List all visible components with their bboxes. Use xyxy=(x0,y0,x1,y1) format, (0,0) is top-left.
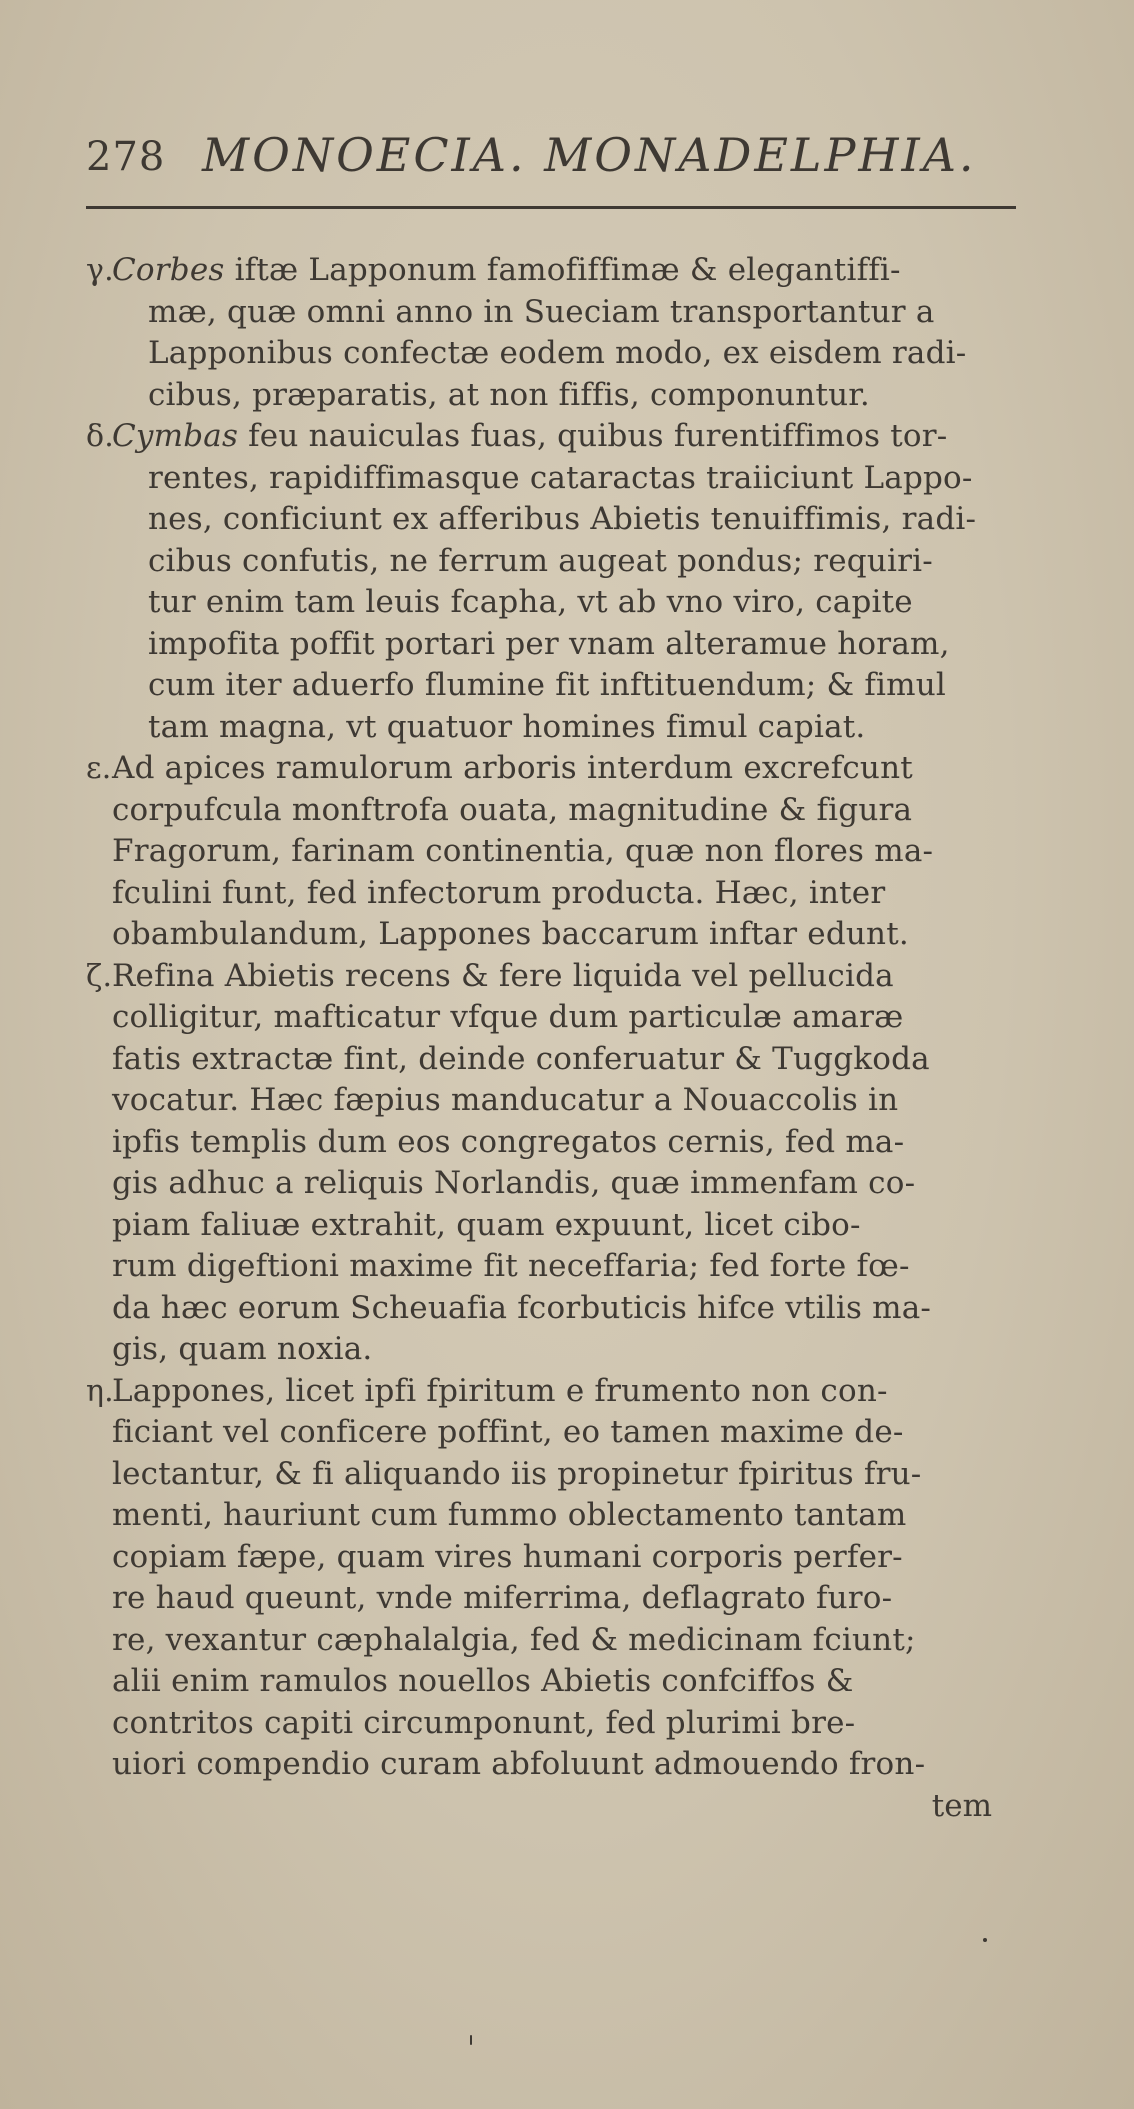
text-line: Fragorum, farinam continentia, quæ non flores ma- xyxy=(112,833,934,869)
text-line: fatis extractæ fint, deinde conferuatur & Tuggkoda xyxy=(112,1040,930,1077)
catchword: tem xyxy=(931,1787,992,1824)
text-line: cibus confutis, ne ferrum augeat pondus; requiri- xyxy=(148,542,933,579)
header-rule xyxy=(86,206,1016,209)
page-header xyxy=(86,128,1046,188)
entry-epsilon xyxy=(86,748,1062,956)
text-line: Refina Abietis recens & fere liquida vel pellucida xyxy=(112,957,894,994)
text-line: cibus, præparatis, at non fiffis, componuntur. xyxy=(148,376,870,413)
text-line: menti, hauriunt cum fummo oblectamento tantam xyxy=(112,1497,907,1533)
text-line: re haud queunt, vnde miferrima, deflagrato furo- xyxy=(112,1580,893,1616)
text-line: copiam fæpe, quam vires humani corporis perfer- xyxy=(112,1538,903,1575)
entry-delta xyxy=(86,416,1062,748)
text-line: Lappones, licet ipfi fpiritum e frumento non con- xyxy=(112,1372,888,1409)
text-line: piam faliuæ extrahit, quam expuunt, licet cibo- xyxy=(112,1206,861,1243)
body-text xyxy=(86,250,1062,1827)
text-line: corpufcula monftrofa ouata, magnitudine & figura xyxy=(112,791,913,828)
entry-lead-word: Cymbas xyxy=(112,418,239,454)
text-line: cum iter aduerfo flumine fit inftituendum; & fimul xyxy=(148,667,947,703)
text-line: ficiant vel conficere poffint, eo tamen maxime de- xyxy=(112,1414,904,1450)
text-line: gis adhuc a reliquis Norlandis, quæ immenfam co- xyxy=(112,1165,916,1201)
text-line: impofita poffit portari per vnam alteramue horam, xyxy=(148,625,950,662)
text-line: Lapponibus confectæ eodem modo, ex eisdem radi- xyxy=(148,335,967,371)
text-line: rentes, rapidiffimasque cataractas traiiciunt Lappo- xyxy=(148,459,973,496)
text-line: mæ, quæ omni anno in Sueciam transportantur a xyxy=(148,293,935,330)
ink-speck xyxy=(983,1938,987,1942)
text-line: alii enim ramulos nouellos Abietis confciffos & xyxy=(112,1663,854,1699)
entry-zeta xyxy=(86,956,1062,1371)
text-line: iftæ Lapponum famofiffimæ & elegantiffi- xyxy=(224,252,901,288)
text-line: tur enim tam leuis fcapha, vt ab vno viro, capite xyxy=(148,584,913,620)
text-line: tam magna, vt quatuor homines fimul capiat. xyxy=(148,708,866,745)
ink-mark xyxy=(470,2035,472,2045)
text-line: nes, conficiunt ex afferibus Abietis tenuiffimis, radi- xyxy=(148,501,977,537)
text-line: vocatur. Hæc fæpius manducatur a Nouaccolis in xyxy=(112,1082,899,1118)
text-line: colligitur, mafticatur vfque dum particulæ amaræ xyxy=(112,999,904,1035)
running-title: MONOECIA. MONADELPHIA. xyxy=(202,128,977,182)
text-line: fculini funt, fed infectorum producta. Hæc, inter xyxy=(112,874,886,911)
page-number: 278 xyxy=(86,134,166,180)
text-line: Ad apices ramulorum arboris interdum excrefcunt xyxy=(112,750,913,786)
entry-marker: ε. xyxy=(86,751,112,786)
text-line: rum digeftioni maxime fit neceffaria; fed forte fœ- xyxy=(112,1248,910,1284)
text-line: uiori compendio curam abfoluunt admouendo fron- xyxy=(112,1746,926,1782)
text-line: lectantur, & fi aliquando iis propinetur fpiritus fru- xyxy=(112,1455,922,1492)
text-line: feu nauiculas fuas, quibus furentiffimos tor- xyxy=(238,418,948,454)
text-line: re, vexantur cæphalalgia, fed & medicinam fciunt; xyxy=(112,1621,916,1658)
entry-marker: δ. xyxy=(86,419,114,454)
text-line: da hæc eorum Scheuafia fcorbuticis hifce vtilis ma- xyxy=(112,1289,932,1326)
entry-marker: η. xyxy=(86,1373,114,1409)
entry-marker: γ. xyxy=(86,253,114,288)
text-line: obambulandum, Lappones baccarum inftar edunt. xyxy=(112,916,909,952)
text-line: ipfis templis dum eos congregatos cernis, fed ma- xyxy=(112,1123,905,1160)
entry-gamma xyxy=(86,250,1062,416)
entry-eta xyxy=(86,1371,1062,1786)
text-line: contritos capiti circumponunt, fed plurimi bre- xyxy=(112,1704,856,1741)
entry-marker: ζ. xyxy=(86,958,113,994)
entry-lead-word: Corbes xyxy=(112,252,225,288)
text-line: gis, quam noxia. xyxy=(112,1331,373,1367)
